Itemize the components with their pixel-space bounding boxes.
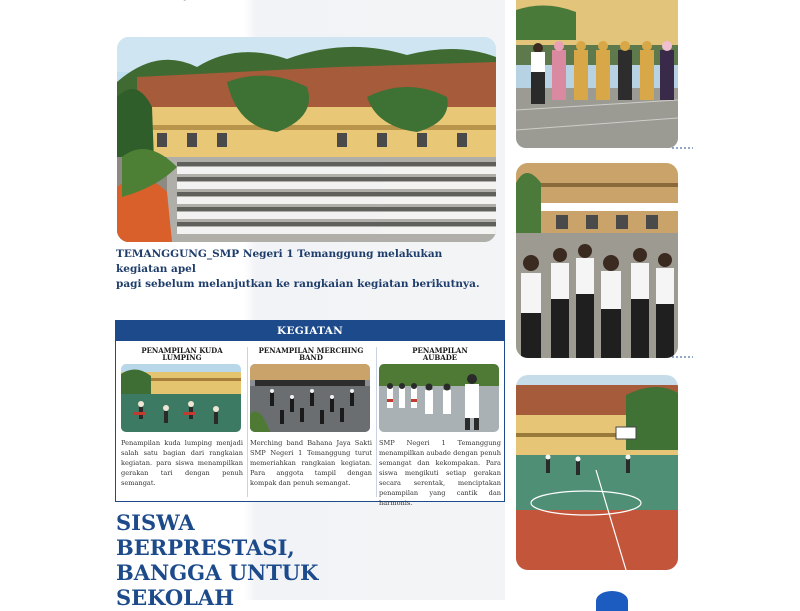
activity-title-line-1: PENAMPILAN KUDA [141, 346, 223, 355]
headline-line-1: SISWA [116, 510, 195, 535]
activity-title [121, 345, 243, 361]
activity-title [250, 345, 372, 361]
headline-line-3: BANGGA UNTUK [116, 560, 319, 585]
teachers-lineup-photo [516, 0, 678, 148]
students-marching-photo [516, 163, 678, 358]
kegiatan-box [115, 320, 505, 507]
activity-description: SMP Negeri 1 Temanggung menampilkan aubade dengan penuh semangat dan kekompakan. Para siswa mengikuti setiap gerakan secara serentak, menciptakan penampilan yang cantik dan harmonis. [379, 439, 501, 507]
activity-title-line-2: AUBADE [422, 353, 458, 362]
activity-title [379, 345, 501, 361]
school-assembly-photo [117, 37, 496, 242]
column-divider [376, 347, 377, 497]
section-headline [116, 510, 356, 610]
activity-title-line-2: BAND [299, 353, 323, 362]
activity-kuda-lumping [121, 345, 243, 499]
kegiatan-header: KEGIATAN [116, 321, 504, 341]
caption-line-1: TEMANGGUNG_SMP Negeri 1 Temanggung melakukan kegiatan apel [116, 248, 443, 275]
activity-aubade [379, 345, 501, 507]
activity-title-line-1: PENAMPILAN MERCHING [258, 346, 364, 355]
photo-caption [116, 247, 496, 292]
activity-title-line-2: LUMPING [162, 353, 202, 362]
merching-band-photo [250, 364, 370, 432]
caption-line-2: pagi sebelum melanjutkan ke rangkaian kegiatan berikutnya. [116, 278, 480, 290]
headline-line-4: SEKOLAH [116, 585, 235, 610]
aubade-photo [379, 364, 499, 432]
blue-accent-shape [596, 591, 628, 611]
kuda-lumping-photo [121, 364, 241, 432]
headline-line-2: BERPRESTASI, [116, 535, 295, 560]
column-divider [247, 347, 248, 497]
cut-off-heading-fragment [182, 0, 196, 3]
activity-description: Merching band Bahana Jaya Sakti SMP Negeri 1 Temanggung turut memeriahkan rangkaian kegiatan. Para anggota tampil dengan kompak dan penuh semangat. [250, 439, 372, 487]
activity-title-line-1: PENAMPILAN [412, 346, 468, 355]
dotted-divider [671, 356, 693, 358]
sports-court-photo [516, 375, 678, 570]
dotted-divider [671, 147, 693, 149]
activity-description: Penampilan kuda lumping menjadi salah satu bagian dari rangkaian kegiatan. para siswa menampilkan gerakan tari dengan penuh semangat. [121, 439, 243, 487]
activity-merching-band [250, 345, 372, 499]
